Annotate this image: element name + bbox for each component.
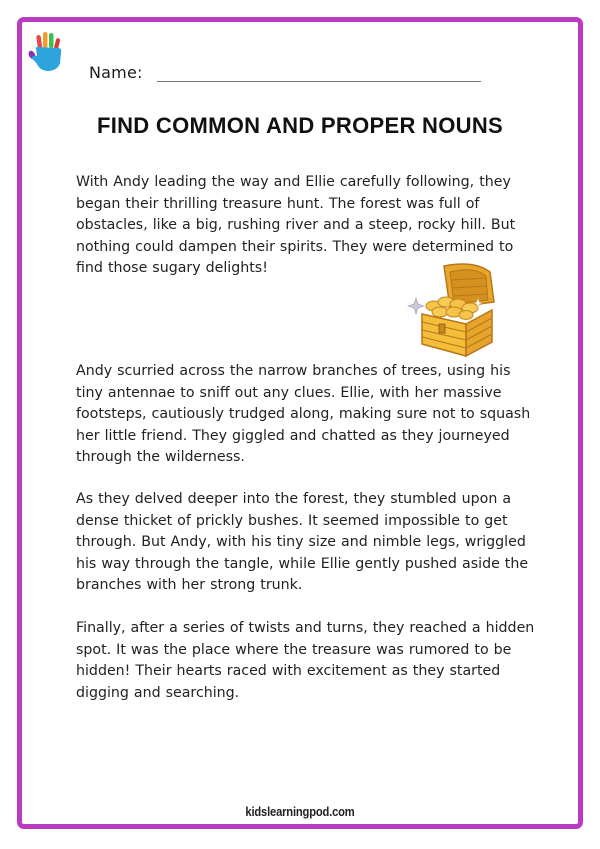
treasure-chest-icon — [404, 258, 500, 358]
name-label: Name: — [89, 63, 143, 82]
footer-website: kidslearningpod.com — [245, 804, 355, 819]
story-paragraph-1: With Andy leading the way and Ellie carefully following, they began their thrilling treasure hunt. The forest was full of obstacles, like a big, rushing river and a steep, rocky hill. But nothing could dampen their spirits. They were determined to find those sugary delights! — [76, 174, 516, 277]
worksheet-title: FIND COMMON AND PROPER NOUNS — [96, 113, 504, 138]
story-paragraph-3: As they delved deeper into the forest, they stumbled upon a dense thicket of prickly bushes. It seemed impossible to get through. But Andy, with his tiny size and nimble legs, wriggled his way through the tangle, while Ellie gently pushed aside the branches with her strong trunk. — [76, 491, 529, 594]
colorful-hand-icon — [27, 31, 65, 73]
story-paragraph-2: Andy scurried across the narrow branches of trees, using his tiny antennae to sniff out any clues. Ellie, with her massive footsteps, cautiously trudged along, making sure not to squash her little friend. They giggled and chatted as they journeyed through the wilderness. — [76, 363, 531, 466]
name-input-line[interactable] — [157, 81, 481, 82]
story-paragraph-4: Finally, after a series of twists and turns, they reached a hidden spot. It was the place where the treasure was rumored to be hidden! Their hearts raced with excitement as they started digging and searching. — [76, 620, 535, 701]
